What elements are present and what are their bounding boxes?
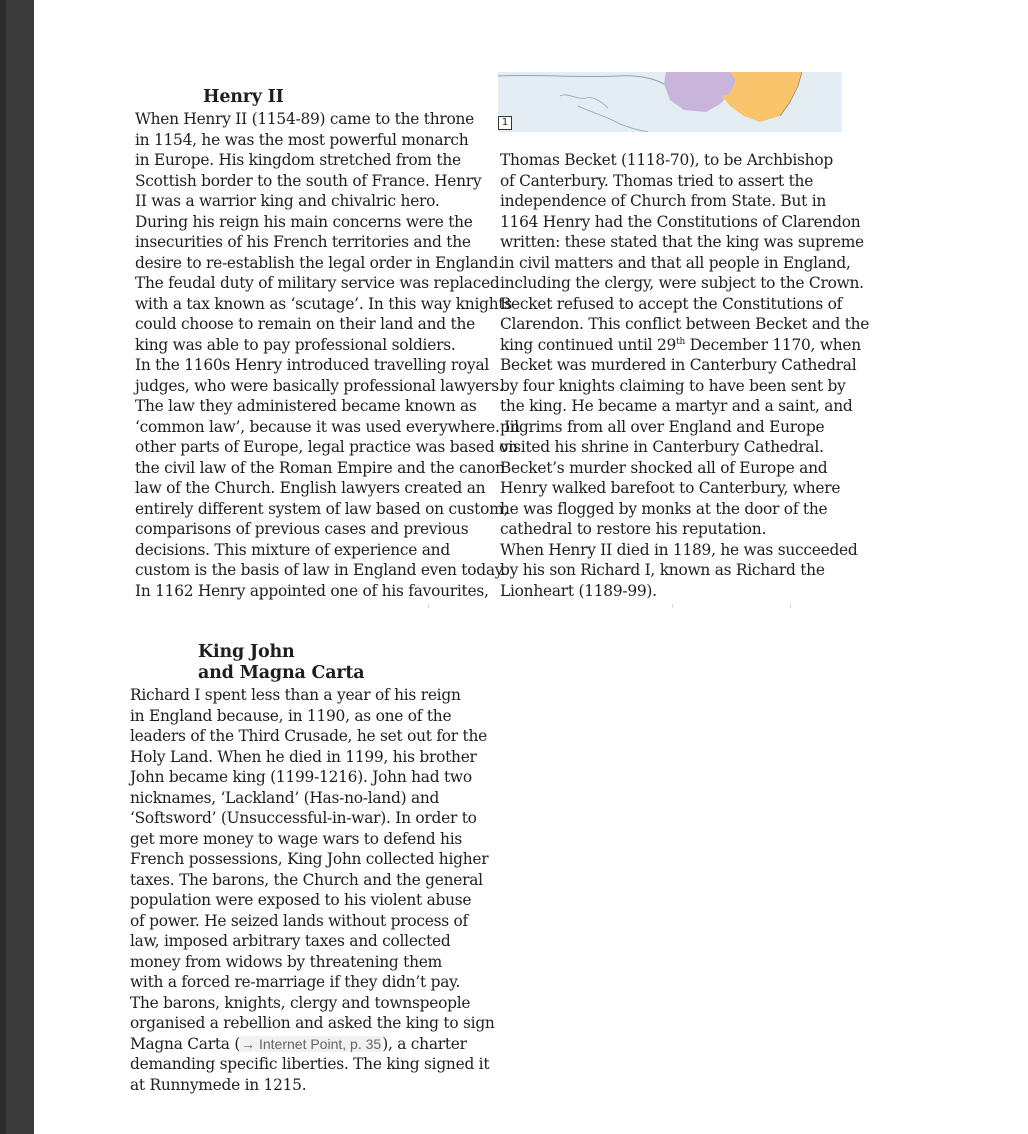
text-line: money from widows by threatening them — [130, 952, 442, 971]
text-line: John became king (1199-1216). John had two — [130, 768, 472, 786]
date-line — [500, 335, 869, 356]
text-line: Henry walked barefoot to Canterbury, where — [500, 479, 841, 497]
text-line: II was a warrior king and chivalric hero. — [135, 192, 440, 210]
text-line: with a tax known as ‘scutage’. In this way knights — [135, 294, 512, 313]
text-line: The feudal duty of military service was replaced — [135, 274, 500, 292]
text-line: other parts of Europe, legal practice was based on — [135, 438, 518, 456]
map-illustration — [498, 72, 842, 132]
divider-tick — [428, 604, 429, 608]
text-line: decisions. This mixture of experience and — [135, 540, 450, 559]
magna-carta-line — [130, 1034, 495, 1055]
divider-tick — [790, 604, 791, 608]
text-line: law of the Church. English lawyers created an — [135, 479, 486, 497]
text-line: ‘Softsword’ (Unsuccessful-in-war). In order to — [130, 809, 477, 827]
henry-ii-continued-text — [500, 150, 869, 601]
text-line: cathedral to restore his reputation. — [500, 520, 767, 538]
text-line: ‘common law’, because it was used everywhere. In — [135, 417, 520, 436]
ref-line-end: ), a charter — [382, 1034, 467, 1053]
text-line: in civil matters and that all people in England, — [500, 253, 851, 272]
henry-ii-heading: Henry II — [203, 87, 284, 107]
henry-ii-text — [135, 109, 520, 601]
left-page-edge — [0, 0, 34, 1134]
text-line: pilgrims from all over England and Europe — [500, 417, 825, 436]
text-line: entirely different system of law based on custom, — [135, 499, 509, 518]
text-line: independence of Church from State. But in — [500, 192, 827, 210]
text-line: Becket refused to accept the Constitutions of — [500, 294, 843, 313]
map-number-label: 1 — [498, 116, 512, 130]
text-line: In 1162 Henry appointed one of his favourites, — [135, 581, 489, 600]
text-line: When Henry II died in 1189, he was succeeded — [500, 540, 858, 559]
text-line: population were exposed to his violent abuse — [130, 891, 472, 909]
text-line: insecurities of his French territories and the — [135, 233, 471, 251]
text-line: by four knights claiming to have been sent by — [500, 376, 846, 395]
text-line: organised a rebellion and asked the king to sign — [130, 1014, 495, 1032]
heading-line-2: and Magna Carta — [198, 663, 365, 683]
king-john-heading — [198, 642, 364, 684]
text-line: In the 1160s Henry introduced travelling royal — [135, 356, 490, 374]
text-line: he was flogged by monks at the door of the — [500, 499, 828, 518]
text-line: of power. He seized lands without process of — [130, 911, 468, 930]
text-line: The barons, knights, clergy and townspeople — [130, 993, 471, 1012]
text-line: by his son Richard I, known as Richard the — [500, 561, 825, 579]
king-john-text — [130, 685, 495, 1095]
text-line: During his reign his main concerns were the — [135, 212, 473, 231]
text-line: taxes. The barons, the Church and the general — [130, 870, 483, 889]
text-line: Holy Land. When he died in 1199, his brother — [130, 747, 477, 766]
map-graphic — [498, 72, 842, 132]
text-line: Becket was murdered in Canterbury Cathedral — [500, 356, 857, 374]
text-line: Richard I spent less than a year of his reign — [130, 686, 461, 704]
text-line: written: these stated that the king was supreme — [500, 233, 864, 251]
text-line: The law they administered became known as — [135, 397, 477, 415]
text-line: visited his shrine in Canterbury Cathedral. — [500, 438, 824, 456]
text-line: get more money to wage wars to defend his — [130, 829, 463, 848]
text-line: Lionheart (1189-99). — [500, 581, 657, 600]
text-line: desire to re-establish the legal order in England. — [135, 253, 503, 272]
text-line: in England because, in 1190, as one of the — [130, 706, 452, 725]
text-line: Becket’s murder shocked all of Europe and — [500, 458, 828, 477]
text-line: Scottish border to the south of France. Henry — [135, 171, 482, 190]
text-line: king was able to pay professional soldiers. — [135, 335, 456, 354]
text-line: in 1154, he was the most powerful monarch — [135, 130, 469, 149]
text-line: judges, who were basically professional lawyers. — [135, 376, 504, 395]
heading-line-1: King John — [198, 642, 295, 662]
text-line: Thomas Becket (1118-70), to be Archbishop — [500, 151, 833, 169]
text-line: nicknames, ‘Lackland’ (Has-no-land) and — [130, 788, 440, 807]
text-line: French possessions, King John collected higher — [130, 850, 489, 868]
text-line: the king. He became a martyr and a saint, and — [500, 397, 853, 415]
text-line: with a forced re-marriage if they didn’t pay. — [130, 973, 461, 991]
ref-line-start: Magna Carta ( — [130, 1034, 241, 1053]
text-line: custom is the basis of law in England even today. — [135, 561, 506, 579]
text-line: could choose to remain on their land and the — [135, 315, 475, 333]
text-line: demanding specific liberties. The king signed it — [130, 1055, 490, 1073]
text-line: at Runnymede in 1215. — [130, 1075, 307, 1094]
text-line: leaders of the Third Crusade, he set out for the — [130, 727, 487, 745]
date-line-start: king continued until 29 — [500, 335, 677, 354]
text-line: in Europe. His kingdom stretched from the — [135, 151, 461, 169]
text-line: of Canterbury. Thomas tried to assert the — [500, 171, 814, 190]
date-line-end: December 1170, when — [685, 335, 861, 354]
text-line: 1164 Henry had the Constitutions of Clarendon — [500, 212, 861, 231]
text-line: the civil law of the Roman Empire and the canon — [135, 458, 505, 477]
text-line: including the clergy, were subject to the Crown. — [500, 274, 864, 292]
text-line: When Henry II (1154-89) came to the throne — [135, 110, 475, 128]
divider-tick — [672, 604, 673, 608]
text-line: law, imposed arbitrary taxes and collected — [130, 932, 451, 950]
ordinal-suffix: th — [676, 336, 685, 347]
text-line: Clarendon. This conflict between Becket and the — [500, 315, 870, 333]
internet-point-link[interactable]: → Internet Point, p. 35 — [241, 1035, 382, 1052]
text-line: comparisons of previous cases and previous — [135, 520, 469, 538]
